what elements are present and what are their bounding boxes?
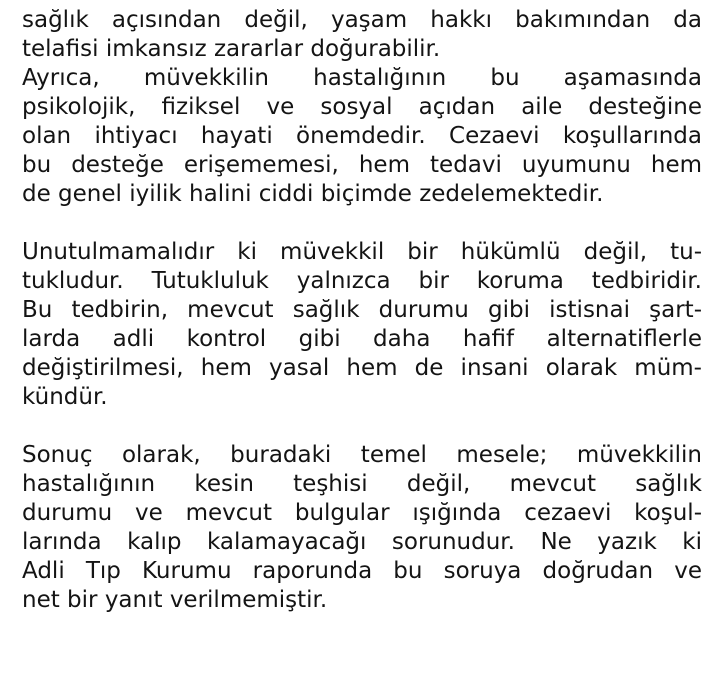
text-line: olan ihtiyacı hayati önemdedir. Cezaevi koşullarında xyxy=(22,123,702,149)
text-line: net bir yanıt verilmemiştir. xyxy=(22,587,328,613)
text-line: durumu ve mevcut bulgular ışığında cezaevi koşul- xyxy=(22,500,702,526)
text-line: psikolojik, fiziksel ve sosyal açıdan aile desteğine xyxy=(22,94,702,120)
paragraph-2 xyxy=(22,64,702,209)
text-line: Sonuç olarak, buradaki temel mesele; müvekkilin xyxy=(22,442,702,468)
text-line: de genel iyilik halini ciddi biçimde zedelemektedir. xyxy=(22,181,604,207)
text-line: larda adli kontrol gibi daha hafif alternatiflerle xyxy=(22,326,702,352)
text-line: hastalığının kesin teşhisi değil, mevcut sağlık xyxy=(22,471,702,497)
text-line: bu desteğe erişememesi, hem tedavi uyumunu hem xyxy=(22,152,702,178)
text-line: Bu tedbirin, mevcut sağlık durumu gibi istisnai şart- xyxy=(22,297,702,323)
text-line: Unutulmamalıdır ki müvekkil bir hükümlü değil, tu- xyxy=(22,239,702,265)
paragraph-gap xyxy=(22,209,702,238)
paragraph-4 xyxy=(22,441,702,615)
text-line: Ayrıca, müvekkilin hastalığının bu aşamasında xyxy=(22,65,702,91)
text-line: sağlık açısından değil, yaşam hakkı bakımından da xyxy=(22,7,702,33)
text-line: tukludur. Tutukluluk yalnızca bir koruma tedbiridir. xyxy=(22,268,702,294)
paragraph-3 xyxy=(22,238,702,412)
text-line: larında kalıp kalamayacağı sorunudur. Ne yazık ki xyxy=(22,529,702,555)
text-line: telafisi imkansız zararlar doğurabilir. xyxy=(22,36,441,62)
paragraph-1 xyxy=(22,6,702,64)
paragraph-gap xyxy=(22,412,702,441)
text-line: değiştirilmesi, hem yasal hem de insani olarak müm- xyxy=(22,355,702,381)
document-body xyxy=(22,6,702,615)
text-line: kündür. xyxy=(22,384,108,410)
text-line: Adli Tıp Kurumu raporunda bu soruya doğrudan ve xyxy=(22,558,702,584)
